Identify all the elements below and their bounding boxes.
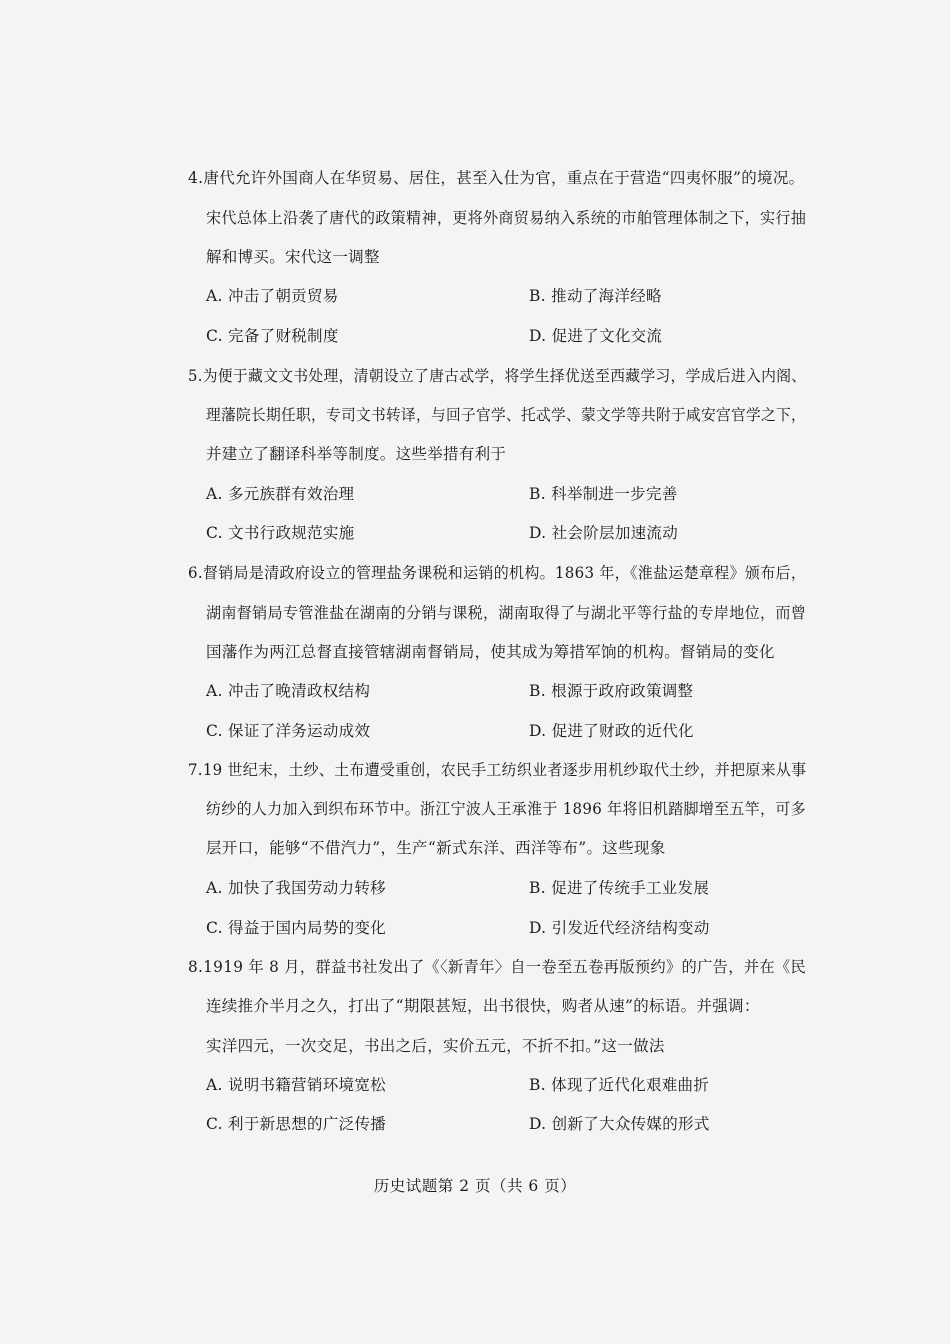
question-5-option-c[interactable]: C. 文书行政规范实施 [206,524,355,542]
question-5-stem-line-3: 并建立了翻译科举等制度。这些举措有利于 [206,445,507,463]
question-7-option-d[interactable]: D. 引发近代经济结构变动 [529,919,710,937]
question-4-option-a[interactable]: A. 冲击了朝贡贸易 [206,287,339,305]
question-7-option-b[interactable]: B. 促进了传统手工业发展 [529,879,710,897]
question-7-number: 7. [188,761,203,779]
question-8-option-b[interactable]: B. 体现了近代化艰难曲折 [529,1076,710,1094]
question-6-stem-line-2: 湖南督销局专管淮盐在湖南的分销与课税，湖南取得了与湖北平等行盐的专岸地位，而曾 [206,604,807,622]
question-5-stem-line-2: 理藩院长期任职，专司文书转译，与回子官学、托忒学、蒙文学等共附于咸安宫官学之下， [206,406,807,424]
question-6-option-c[interactable]: C. 保证了洋务运动成效 [206,722,371,740]
question-8-stem-line-3: 实洋四元，一次交足，书出之后，实价五元，不折不扣。”这一做法 [206,1037,665,1055]
question-7-option-a[interactable]: A. 加快了我国劳动力转移 [206,879,386,897]
question-7-stem-line-3: 层开口，能够“不借汽力”，生产“新式东洋、西洋等布”。这些现象 [206,839,666,857]
page-footer: 历史试题第 2 页（共 6 页） [373,1177,577,1195]
question-4-stem-line-1: 4.唐代允许外国商人在华贸易、居住，甚至入仕为官，重点在于营造“四夷怀服”的境况。 [188,169,805,187]
question-8-number: 8. [188,958,204,976]
question-7-stem-line-2: 纺纱的人力加入到织布环节中。浙江宁波人王承淮于 1896 年将旧机踏脚增至五竿，可多 [206,800,806,818]
question-8-option-a[interactable]: A. 说明书籍营销环境宽松 [206,1076,386,1094]
question-6-stem-line-3: 国藩作为两江总督直接管辖湖南督销局，使其成为筹措军饷的机构。督销局的变化 [206,643,775,661]
question-8-stem-line-2: 连续推介半月之久，打出了“期限甚短，出书很快，购者从速”的标语。并强调： [206,997,760,1015]
question-6-option-b[interactable]: B. 根源于政府政策调整 [529,682,694,700]
question-5-stem-line-1: 5.为便于藏文文书处理，清朝设立了唐古忒学，将学生择优送至西藏学习，学成后进入内阁、 [188,367,807,385]
question-7-stem-line-1: 7.19 世纪末，土纱、土布遭受重创，农民手工纺织业者逐步用机纱取代土纱，并把原来从事 [188,761,807,779]
question-4-option-b[interactable]: B. 推动了海洋经略 [529,287,662,305]
question-7-option-c[interactable]: C. 得益于国内局势的变化 [206,919,387,937]
question-5-number: 5. [188,367,203,385]
question-5-option-a[interactable]: A. 多元族群有效治理 [206,485,355,503]
question-4-option-d[interactable]: D. 促进了文化交流 [529,327,663,345]
question-8-option-d[interactable]: D. 创新了大众传媒的形式 [529,1115,710,1133]
question-8-stem-line-1: 8.1919 年 8 月，群益书社发出了《〈新青年〉自一卷至五卷再版预约》的广告，并在《民 [188,958,807,976]
question-6-option-a[interactable]: A. 冲击了晚清政权结构 [206,682,371,700]
question-4-stem-line-3: 解和博买。宋代这一调整 [206,248,380,266]
question-5-option-d[interactable]: D. 社会阶层加速流动 [529,524,679,542]
question-4-option-c[interactable]: C. 完备了财税制度 [206,327,339,345]
question-5-option-b[interactable]: B. 科举制进一步完善 [529,485,678,503]
question-6-stem-line-1: 6.督销局是清政府设立的管理盐务课税和运销的机构。1863 年，《淮盐运楚章程》颁布后， [188,564,807,582]
question-6-number: 6. [188,564,203,582]
question-4-stem-line-2: 宋代总体上沿袭了唐代的政策精神，更将外商贸易纳入系统的市舶管理体制之下，实行抽 [206,209,807,227]
question-8-option-c[interactable]: C. 利于新思想的广泛传播 [206,1115,387,1133]
question-6-option-d[interactable]: D. 促进了财政的近代化 [529,722,694,740]
question-4-number: 4. [188,169,204,187]
